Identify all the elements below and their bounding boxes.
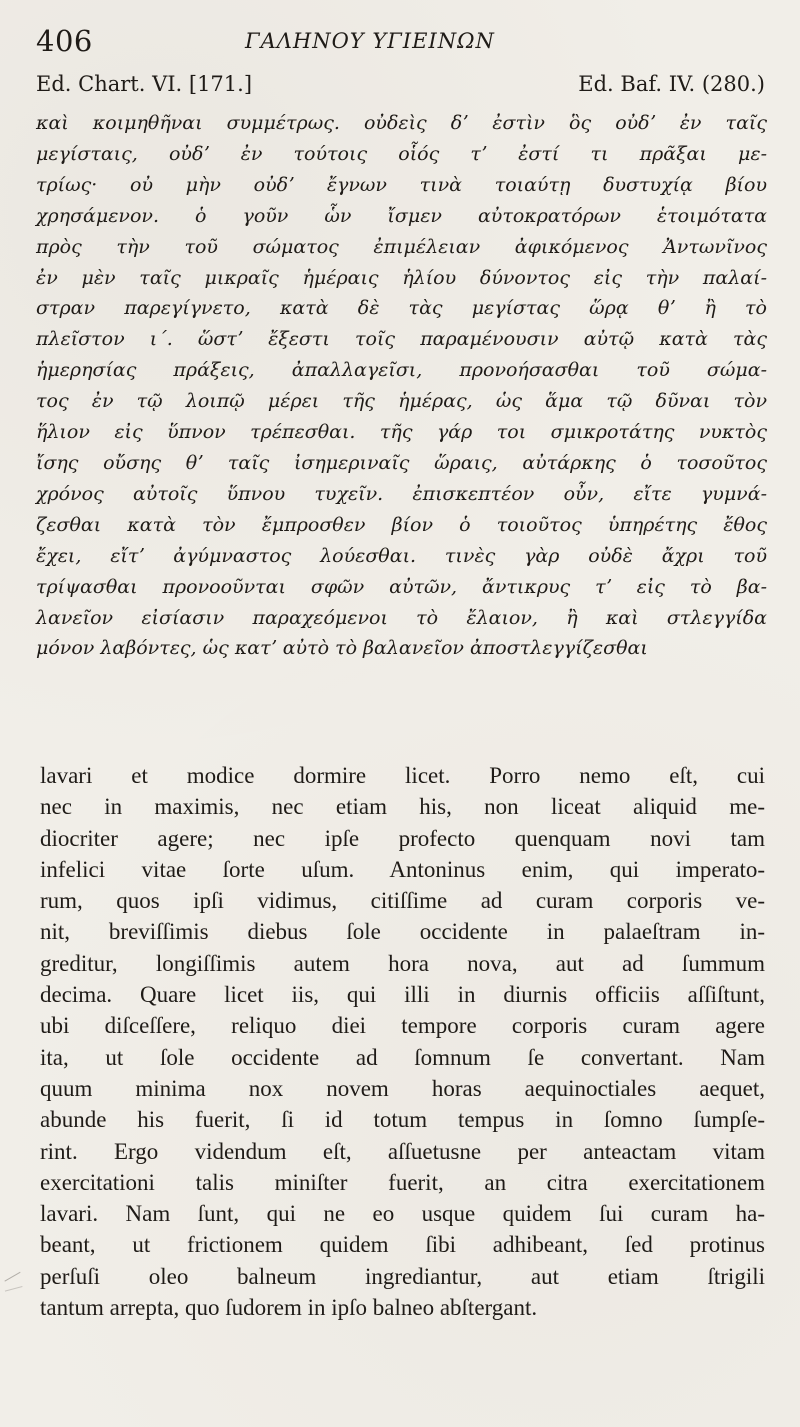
latin-line: quum minima nox novem horas aequinoctiales aequet,	[40, 1075, 765, 1101]
greek-line: στραν παρεγίγνετο, κατὰ δὲ τὰς μεγίστας ὥρᾳ θʼ ἢ τὸ	[36, 297, 767, 320]
edition-reference-left: Ed. Chart. VI. [171.]	[36, 72, 253, 96]
latin-line: ubi diſceſſere, reliquo diei tempore corporis curam agere	[40, 1013, 765, 1039]
greek-line: τρίψασθαι προνοοῦνται σφῶν αὐτῶν, ἄντικρυς τʼ εἰς τὸ βα-	[36, 575, 767, 598]
latin-line: lavari. Nam ſunt, qui ne eo usque quidem ſui curam ha-	[40, 1201, 765, 1227]
greek-line: ζεσθαι κατὰ τὸν ἔμπροσθεν βίον ὁ τοιοῦτος ὑπηρέτης ἔθος	[36, 513, 767, 536]
latin-line: abunde his fuerit, ſi id totum tempus in ſomno ſumpſe-	[40, 1107, 765, 1133]
latin-line: greditur, longiſſimis autem hora nova, aut ad ſummum	[40, 950, 765, 976]
latin-line: exercitationi talis miniſter fuerit, an citra exercitationem	[40, 1169, 765, 1195]
greek-line: ἡμερησίας πράξεις, ἀπαλλαγεῖσι, προνοήσασθαι τοῦ σώμα-	[36, 359, 767, 382]
edition-reference-right: Ed. Baf. IV. (280.)	[578, 72, 765, 96]
greek-line: χρόνος αὐτοῖς ὕπνου τυχεῖν. ἐπισκεπτέον οὖν, εἴτε γυμνά-	[36, 482, 767, 505]
latin-line: lavari et modice dormire licet. Porro nemo eſt, cui	[40, 763, 765, 788]
latin-line: nec in maximis, nec etiam his, non liceat aliquid me-	[40, 794, 765, 820]
greek-line: τος ἐν τῷ λοιπῷ μέρει τῆς ἡμέρας, ὡς ἅμα τῷ δῦναι τὸν	[36, 390, 767, 413]
latin-line: rint. Ergo videndum eſt, aſſuetusne per anteactam vitam	[40, 1138, 765, 1164]
latin-line: ita, ut ſole occidente ad ſomnum ſe convertant. Nam	[40, 1044, 765, 1070]
greek-line: ἔχει, εἴτʼ ἀγύμναστος λούεσθαι. τινὲς γὰρ οὐδὲ ἄχρι τοῦ	[36, 544, 767, 567]
greek-line: πλεῖστον ι΄. ὥστʼ ἔξεστι τοῖς παραμένουσιν αὐτῷ κατὰ τὰς	[36, 328, 767, 351]
greek-line: ἐν μὲν ταῖς μικραῖς ἡμέραις ἡλίου δύνοντος εἰς τὴν παλαί-	[36, 266, 767, 289]
latin-line: decima. Quare licet iis, qui illi in diurnis officiis aſſiſtunt,	[40, 982, 765, 1008]
greek-line: χρησάμενον. ὁ γοῦν ὧν ἴσμεν αὐτοκρατόρων ἑτοιμότατα	[36, 204, 767, 227]
greek-line: λανεῖον εἰσίασιν παραχεόμενοι τὸ ἔλαιον, ἢ καὶ στλεγγίδα	[36, 606, 767, 629]
greek-line: πρὸς τὴν τοῦ σώματος ἐπιμέλειαν ἀφικόμενος Ἀντωνῖνος	[36, 235, 767, 258]
latin-line: infelici vitae ſorte uſum. Antoninus enim, qui imperato-	[40, 856, 765, 882]
running-head	[30, 24, 770, 58]
greek-line: ἥλιον εἰς ὕπνον τρέπεσθαι. τῆς γάρ τοι σμικροτάτης νυκτὸς	[36, 421, 767, 444]
latin-line: perſuſi oleo balneum ingrediantur, aut etiam ſtrigili	[40, 1263, 765, 1289]
edition-references	[36, 72, 765, 98]
latin-line: rum, quos ipſi vidimus, citiſſime ad curam corporis ve-	[40, 888, 765, 914]
latin-line: tantum arrepta, quo ſudorem in ipſo balneo abſtergant.	[40, 1295, 538, 1321]
greek-line: μόνον λαβόντες, ὡς κατʼ αὐτὸ τὸ βαλανεῖον ἀποστλεγγίζεσθαι	[36, 637, 648, 660]
greek-line: τρίως· οὐ μὴν οὐδʼ ἔγνων τινὰ τοιαύτῃ δυστυχίᾳ βίου	[36, 173, 767, 196]
latin-line: beant, ut frictionem quidem ſibi adhibeant, ſed protinus	[40, 1232, 765, 1258]
greek-text-block	[36, 108, 767, 664]
greek-line: ἴσης οὔσης θʼ ταῖς ἰσημεριναῖς ὥραις, αὐτάρκης ὁ τοσοῦτος	[36, 451, 767, 474]
latin-line: nit, breviſſimis diebus ſole occidente in palaeſtram in-	[40, 919, 765, 945]
latin-line: diocriter agere; nec ipſe profecto quenquam novi tam	[40, 825, 765, 851]
page-number: 406	[36, 24, 93, 58]
greek-line: καὶ κοιμηθῆναι συμμέτρως. οὐδεὶς δʼ ἐστὶν ὃς οὐδʼ ἐν ταῖς	[36, 112, 767, 134]
running-title: ΓΑΛΗΝΟΥ ΥΓΙΕΙΝΩΝ	[245, 29, 495, 53]
greek-line: μεγίσταις, οὐδʼ ἐν τούτοις οἷός τʼ ἐστί τι πρᾶξαι με-	[36, 142, 767, 165]
latin-text-block	[40, 760, 765, 1323]
